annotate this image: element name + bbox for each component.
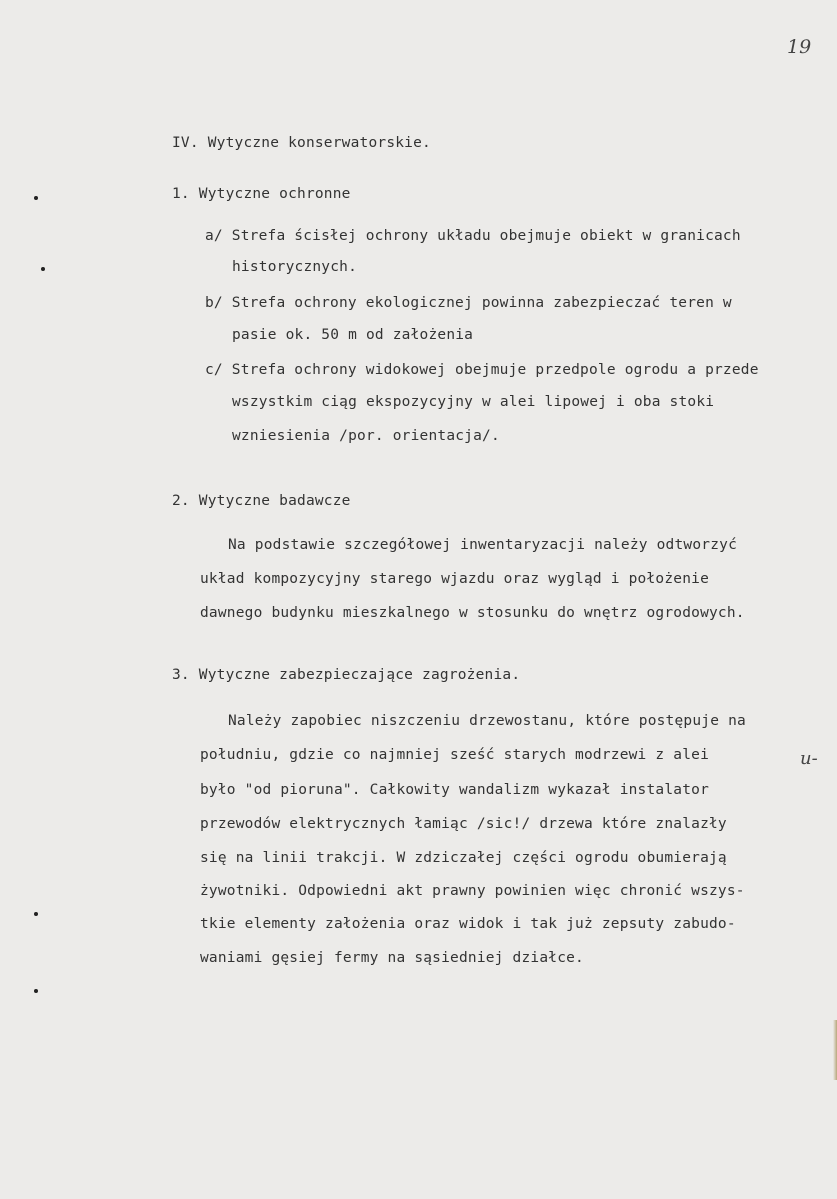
page-edge-stain	[833, 1020, 837, 1080]
margin-mark	[34, 196, 38, 200]
item-b-line-1: b/ Strefa ochrony ekologicznej powinna zabezpieczać teren w	[205, 295, 732, 311]
subsection-3-title: 3. Wytyczne zabezpieczające zagrożenia.	[172, 667, 521, 683]
margin-mark	[34, 989, 38, 993]
s3-paragraph-line-6: żywotniki. Odpowiedni akt prawny powinien więc chronić wszys-	[200, 883, 745, 899]
s3-paragraph-line-8: waniami gęsiej fermy na sąsiedniej działce.	[200, 950, 584, 966]
subsection-1-title: 1. Wytyczne ochronne	[172, 186, 351, 202]
margin-mark	[41, 267, 45, 271]
subsection-2-title: 2. Wytyczne badawcze	[172, 493, 351, 509]
s3-paragraph-line-1: Należy zapobiec niszczeniu drzewostanu, które postępuje na	[228, 713, 746, 729]
margin-mark	[34, 912, 38, 916]
item-c-line-1: c/ Strefa ochrony widokowej obejmuje przedpole ogrodu a przede	[205, 362, 759, 378]
item-a-line-2: historycznych.	[232, 259, 358, 275]
s2-paragraph-line-2: układ kompozycyjny starego wjazdu oraz wygląd i położenie	[200, 571, 709, 587]
handwritten-hyphenation: u-	[800, 748, 818, 769]
item-a-line-1: a/ Strefa ścisłej ochrony układu obejmuje obiekt w granicach	[205, 228, 741, 244]
s3-paragraph-line-5: się na linii trakcji. W zdziczałej części ogrodu obumierają	[200, 850, 727, 866]
s3-paragraph-line-2: południu, gdzie co najmniej sześć starych modrzewi z alei	[200, 747, 709, 763]
s3-paragraph-line-4: przewodów elektrycznych łamiąc /sic!/ drzewa które znalazły	[200, 816, 727, 832]
item-c-line-2: wszystkim ciąg ekspozycyjny w alei lipowej i oba stoki	[232, 394, 715, 410]
s2-paragraph-line-1: Na podstawie szczegółowej inwentaryzacji należy odtworzyć	[228, 537, 737, 553]
s2-paragraph-line-3: dawnego budynku mieszkalnego w stosunku do wnętrz ogrodowych.	[200, 605, 745, 621]
item-c-line-3: wzniesienia /por. orientacja/.	[232, 428, 500, 444]
section-heading: IV. Wytyczne konserwatorskie.	[172, 135, 431, 151]
s3-paragraph-line-7: tkie elementy założenia oraz widok i tak już zepsuty zabudo-	[200, 916, 736, 932]
item-b-line-2: pasie ok. 50 m od założenia	[232, 327, 474, 343]
s3-paragraph-line-3: było "od pioruna". Całkowity wandalizm wykazał instalator	[200, 782, 709, 798]
page-number: 19	[787, 36, 812, 58]
